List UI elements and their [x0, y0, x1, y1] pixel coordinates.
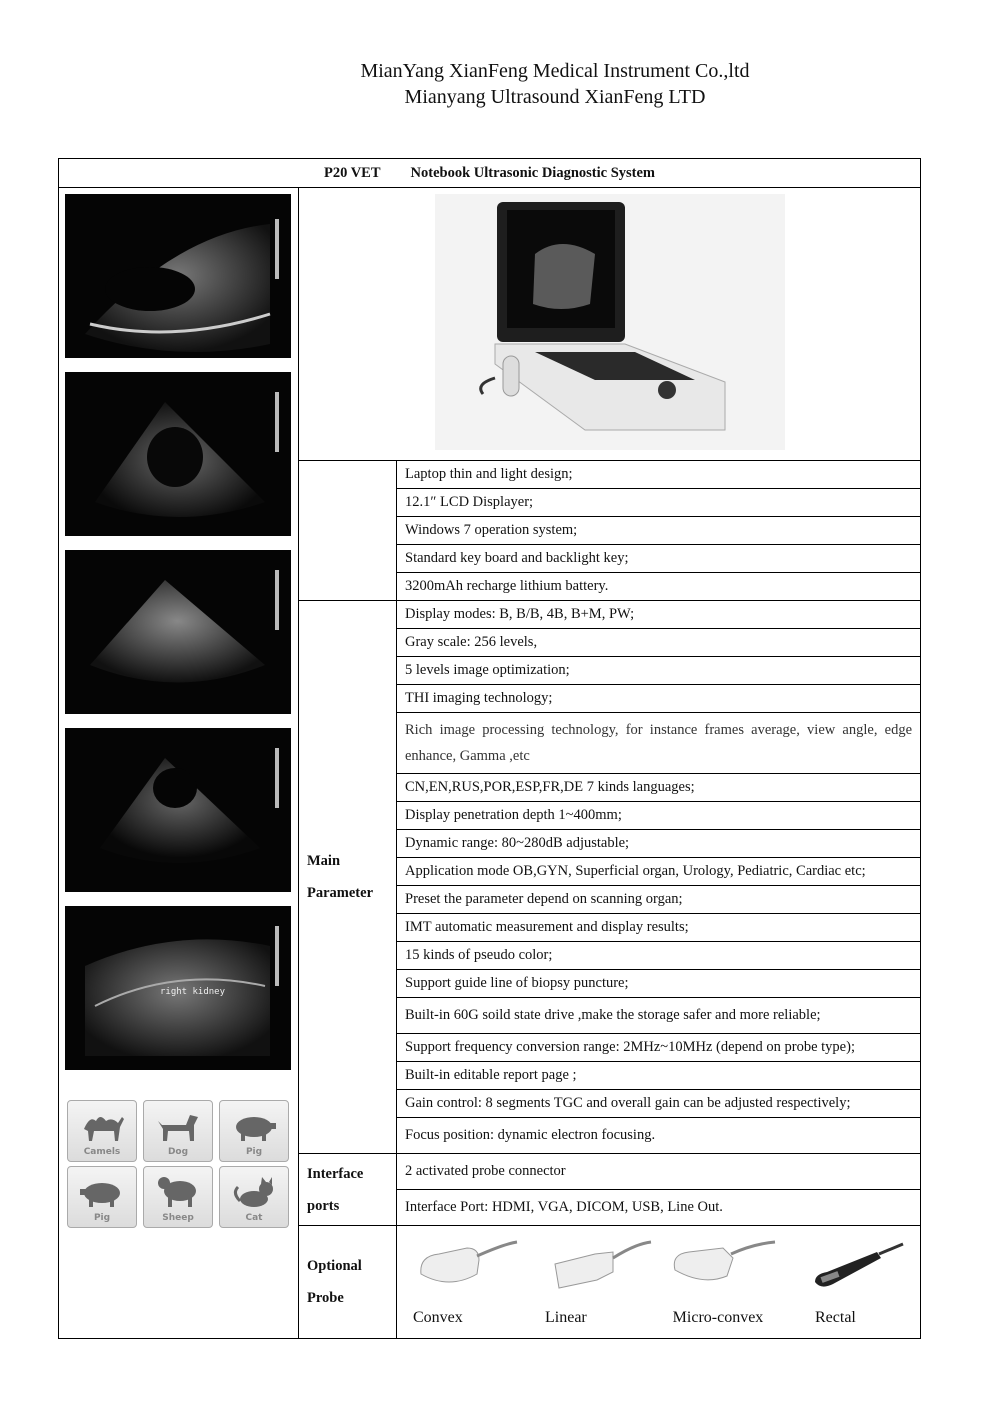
parameter-item: Built-in editable report page ;: [397, 1062, 921, 1090]
company-name: MianYang XianFeng Medical Instrument Co.,ltd: [360, 60, 750, 82]
parameter-item: Rich image processing technology, for instance frames average, view angle, edge enhance, Gamma ,etc: [397, 713, 921, 774]
company-header: [0, 58, 1000, 110]
micro-convex-probe-icon: [653, 1234, 783, 1304]
parameter-item: Built-in 60G soild state drive ,make the storage safer and more reliable;: [397, 998, 921, 1034]
ultrasound-scan-image: [65, 550, 291, 714]
interface-ports-label: Interface ports: [299, 1154, 397, 1226]
design-item: Standard key board and backlight key;: [397, 545, 921, 573]
dog-icon: [156, 1107, 202, 1145]
parameter-item: Focus position: dynamic electron focusing.: [397, 1118, 921, 1154]
pig-icon: [232, 1107, 278, 1145]
ultrasound-scan-image: [65, 906, 291, 1070]
pig-icon: [80, 1173, 126, 1211]
port-item: Interface Port: HDMI, VGA, DICOM, USB, Line Out.: [397, 1190, 921, 1226]
parameter-item: Gain control: 8 segments TGC and overall gain can be adjusted respectively;: [397, 1090, 921, 1118]
design-item: Windows 7 operation system;: [397, 517, 921, 545]
ultrasound-laptop-icon: [435, 194, 785, 450]
parameter-item: Support guide line of biopsy puncture;: [397, 970, 921, 998]
device-photo-cell: [299, 188, 921, 461]
animal-icons: [67, 1100, 292, 1228]
sheep-icon: [156, 1173, 202, 1211]
convex-probe: Convex: [409, 1234, 519, 1327]
design-label: [299, 461, 397, 601]
camel-icon: [80, 1107, 126, 1145]
parameter-item: 15 kinds of pseudo color;: [397, 942, 921, 970]
spec-table: [58, 158, 921, 1339]
micro-convex-probe: Micro-convex: [653, 1234, 783, 1327]
parameter-item: CN,EN,RUS,POR,ESP,FR,DE 7 kinds languages;: [397, 774, 921, 802]
optional-probe-label: Optional Probe: [299, 1226, 397, 1339]
pig-tile: Pig: [67, 1166, 137, 1228]
rectal-probe: Rectal: [807, 1234, 907, 1327]
design-item: Laptop thin and light design;: [397, 461, 921, 489]
design-item: 12.1″ LCD Displayer;: [397, 489, 921, 517]
linear-probe-icon: [545, 1234, 655, 1304]
model-name: P20 VET: [323, 164, 381, 181]
parameter-item: Display penetration depth 1~400mm;: [397, 802, 921, 830]
parameter-item: Support frequency conversion range: 2MHz~10MHz (depend on probe type);: [397, 1034, 921, 1062]
pig-tile: Pig: [219, 1100, 289, 1162]
product-name: Notebook Ultrasonic Diagnostic System: [410, 164, 656, 181]
cat-icon: [232, 1173, 278, 1211]
dog-tile: Dog: [143, 1100, 213, 1162]
probe-cell: [397, 1226, 921, 1339]
parameter-item: THI imaging technology;: [397, 685, 921, 713]
parameter-item: IMT automatic measurement and display results;: [397, 914, 921, 942]
camel-tile: Camels: [67, 1100, 137, 1162]
company-subname: Mianyang Ultrasound XianFeng LTD: [404, 86, 706, 108]
main-parameter-label: Main Parameter: [299, 601, 397, 1154]
kidney-label: right kidney: [160, 987, 226, 997]
sheep-tile: Sheep: [143, 1166, 213, 1228]
linear-probe: Linear: [545, 1234, 655, 1327]
port-item: 2 activated probe connector: [397, 1154, 921, 1190]
convex-probe-icon: [409, 1234, 519, 1304]
ultrasound-scan-image: [65, 372, 291, 536]
rectal-probe-icon: [807, 1234, 907, 1304]
ultrasound-scan-image: [65, 194, 291, 358]
product-title: [59, 159, 921, 188]
parameter-item: Application mode OB,GYN, Superficial organ, Urology, Pediatric, Cardiac etc;: [397, 858, 921, 886]
parameter-item: Gray scale: 256 levels,: [397, 629, 921, 657]
design-item: 3200mAh recharge lithium battery.: [397, 573, 921, 601]
ultrasound-scan-image: [65, 728, 291, 892]
parameter-item: Dynamic range: 80~280dB adjustable;: [397, 830, 921, 858]
parameter-item: 5 levels image optimization;: [397, 657, 921, 685]
cat-tile: Cat: [219, 1166, 289, 1228]
image-column: [59, 188, 299, 1339]
parameter-item: Display modes: B, B/B, 4B, B+M, PW;: [397, 601, 921, 629]
parameter-item: Preset the parameter depend on scanning organ;: [397, 886, 921, 914]
